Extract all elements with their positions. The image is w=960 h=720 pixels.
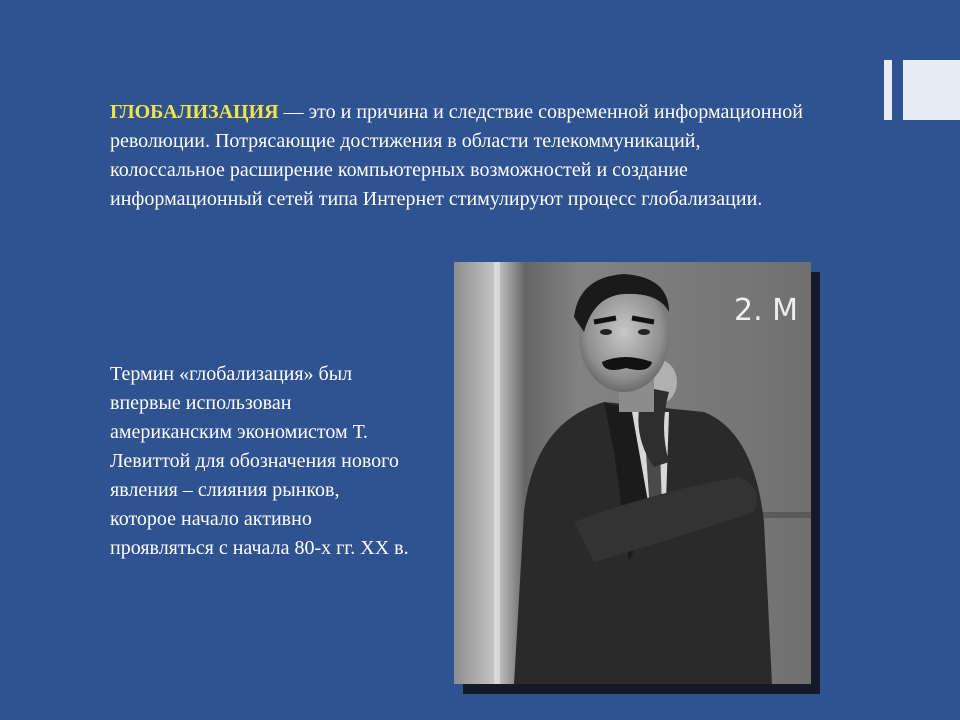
definition-text: — это и причина и следствие современной информационной революции. Потрясающие достижения в области телекоммуникаций, колоссальное расширение компьютерных возможностей и создание информационный сетей типа Интернет стимулируют процесс глобализации. (110, 101, 803, 210)
portrait-illustration (454, 262, 811, 684)
board-writing: 2. M (734, 293, 799, 328)
decorative-bar-wide (903, 60, 960, 120)
side-paragraph: Термин «глобализация» был впервые использован американским экономистом Т. Левиттой для обозначения нового явления – слияния рынков, которое начало активно проявляться с начала 80-х гг. XX в. (110, 363, 409, 559)
portrait-photo (454, 262, 811, 684)
intro-paragraph (110, 98, 810, 214)
highlighted-term: ГЛОБАЛИЗАЦИЯ (110, 101, 279, 123)
decorative-bar-thin (884, 60, 892, 120)
